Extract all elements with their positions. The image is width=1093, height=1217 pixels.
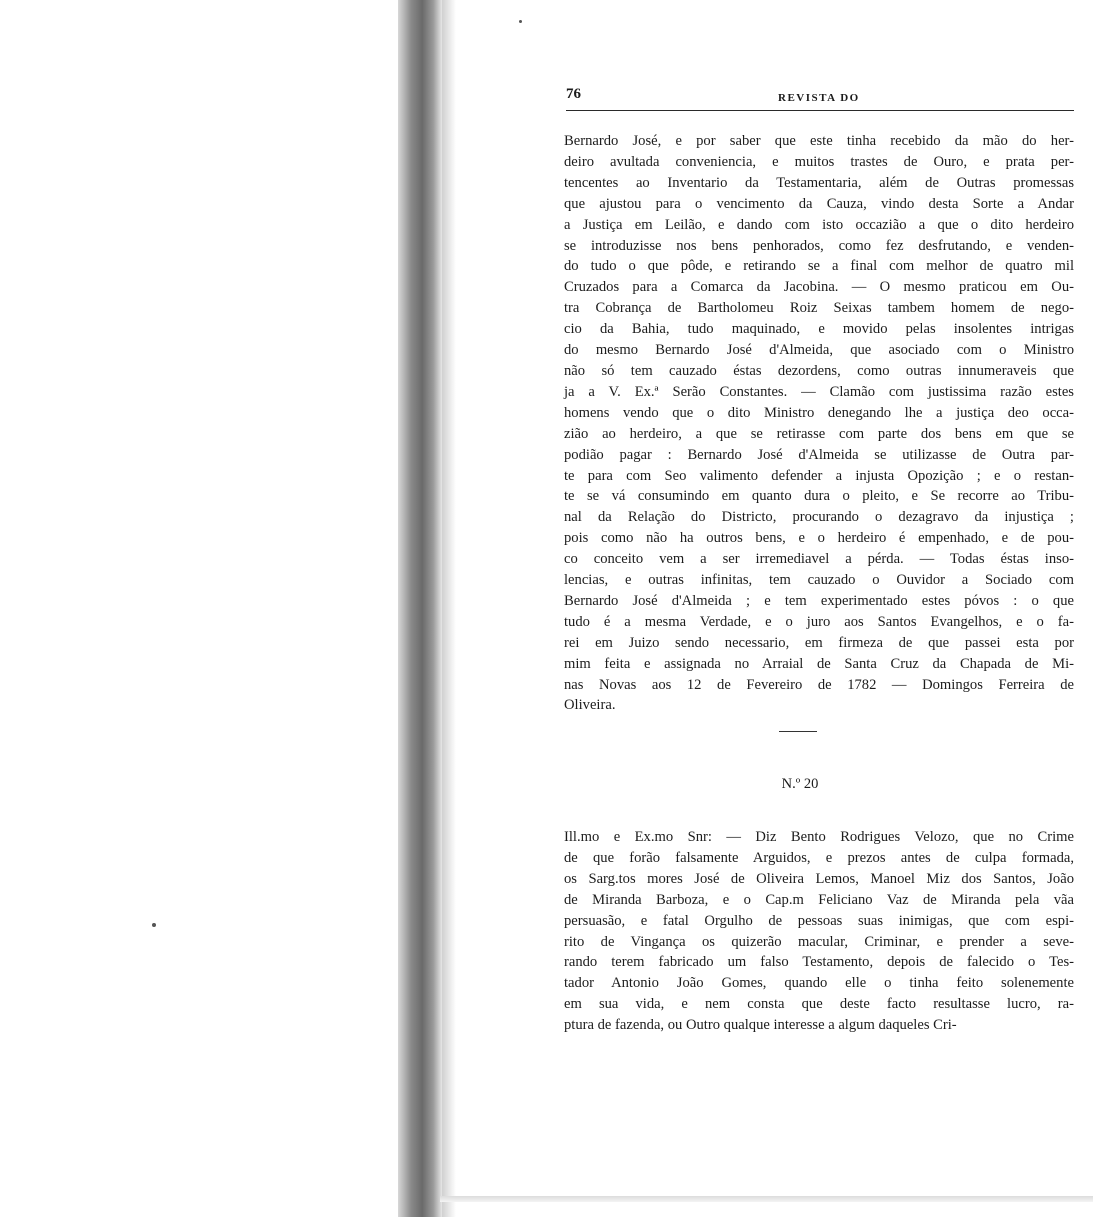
text-line: persuasão, e fatal Orgulho de pessoas suas inimigas, que com espi- <box>564 912 1074 929</box>
text-line: do mesmo Bernardo José d'Almeida, que asociado com o Ministro <box>564 342 1074 359</box>
section-separator <box>779 731 817 732</box>
text-line: rei em Juizo sendo necessario, em firmeza de que passei esta por <box>564 634 1074 651</box>
text-line: que ajustou para o vencimento da Cauza, vindo desta Sorte a Andar <box>564 195 1074 212</box>
text-line: rando terem fabricado um falso Testamento, depois de falecido o Tes- <box>564 954 1074 971</box>
text-line: tra Cobrança de Bartholomeu Roiz Seixas tambem homem de nego- <box>564 300 1074 317</box>
gutter-shadow <box>442 0 456 1217</box>
text-line: co conceito vem a ser irremediavel a pérda. — Todas éstas inso- <box>564 551 1074 568</box>
text-line: cio da Bahia, tudo maquinado, e movido pelas insolentes intrigas <box>564 321 1074 338</box>
document-body-2 <box>564 827 1074 1036</box>
document-number: N.º 20 <box>781 776 819 792</box>
text-line: do tudo o que pôde, e retirando se a final com melhor de quatro mil <box>564 258 1074 275</box>
text-line: te se vá consumindo em quanto dura o pleito, e Se recorre ao Tribu- <box>564 488 1074 505</box>
text-line: deiro avultada conveniencia, e muitos trastes de Ouro, e prata per- <box>564 153 1074 170</box>
text-line: pois como não ha outros bens, e o herdeiro é empenhado, e de pou- <box>564 530 1074 547</box>
text-line: Oliveira. <box>564 697 616 714</box>
text-line: ja a V. Ex.ª Serão Constantes. — Clamão com justissima razão estes <box>564 383 1074 400</box>
header-rule <box>566 110 1074 111</box>
text-line: os Sarg.tos mores José de Oliveira Lemos, Manoel Miz dos Santos, João <box>564 870 1074 887</box>
text-line: de Miranda Barboza, e o Cap.m Feliciano Vaz de Miranda pela vãa <box>564 891 1074 908</box>
text-line: Bernardo José d'Almeida ; e tem experimentado estes póvos : o que <box>564 592 1074 609</box>
text-line: a Justiça em Leilão, e dando com isto occazião a que o dito herdeiro <box>564 216 1074 233</box>
scan-speck <box>152 923 156 927</box>
text-line: ptura de fazenda, ou Outro qualque interesse a algum daqueles Cri- <box>564 1017 957 1034</box>
page-bottom-edge <box>440 1196 1093 1202</box>
scan-speck <box>519 20 522 23</box>
text-line: lencias, e outras infinitas, tem cauzado o Ouvidor a Sociado com <box>564 572 1074 589</box>
text-line: Bernardo José, e por saber que este tinha recebido da mão do her- <box>564 133 1074 149</box>
text-line: tador Antonio João Gomes, quando elle o tinha feito solenemente <box>564 975 1074 992</box>
running-title: REVISTA DO <box>778 92 860 104</box>
text-line: rito de Vingança os quizerão macular, Criminar, e prender a seve- <box>564 933 1074 950</box>
text-line: Cruzados para a Comarca da Jacobina. — O mesmo praticou em Ou- <box>564 279 1074 296</box>
text-line: em sua vida, e nem consta que deste facto resultasse lucro, ra- <box>564 996 1074 1013</box>
text-line: mim feita e assignada no Arraial de Santa Cruz da Chapada de Mi- <box>564 655 1074 672</box>
book-gutter <box>398 0 442 1217</box>
text-line: tencentes ao Inventario da Testamentaria, além de Outras promessas <box>564 174 1074 191</box>
text-line: de que forão falsamente Arguidos, e prezos antes de culpa formada, <box>564 849 1074 866</box>
text-line: não só tem cauzado éstas dezordens, como outras innumeraveis que <box>564 362 1074 379</box>
page-header <box>566 86 1074 116</box>
text-line: nal da Relação do Districto, procurando o dezagravo da injustiça ; <box>564 509 1074 526</box>
text-line: zião ao herdeiro, a que se retirasse com parte dos bens em que se <box>564 425 1074 442</box>
page-number: 76 <box>566 86 581 102</box>
text-line: podião pagar : Bernardo José d'Almeida se utilizasse de Outra par- <box>564 446 1074 463</box>
document-body-1 <box>564 131 1074 716</box>
text-line: Ill.mo e Ex.mo Snr: — Diz Bento Rodrigues Velozo, que no Crime <box>564 829 1074 845</box>
text-line: tudo é a mesma Verdade, e o juro aos Santos Evangelhos, e o fa- <box>564 613 1074 630</box>
text-line: te para com Seo valimento defender a injusta Opozição ; e o restan- <box>564 467 1074 484</box>
text-line: homens vendo que o dito Ministro denegando lhe a justiça deo occa- <box>564 404 1074 421</box>
text-line: nas Novas aos 12 de Fevereiro de 1782 — Domingos Ferreira de <box>564 676 1074 693</box>
text-line: se introduzisse nos bens penhorados, como fez desfrutando, e venden- <box>564 237 1074 254</box>
